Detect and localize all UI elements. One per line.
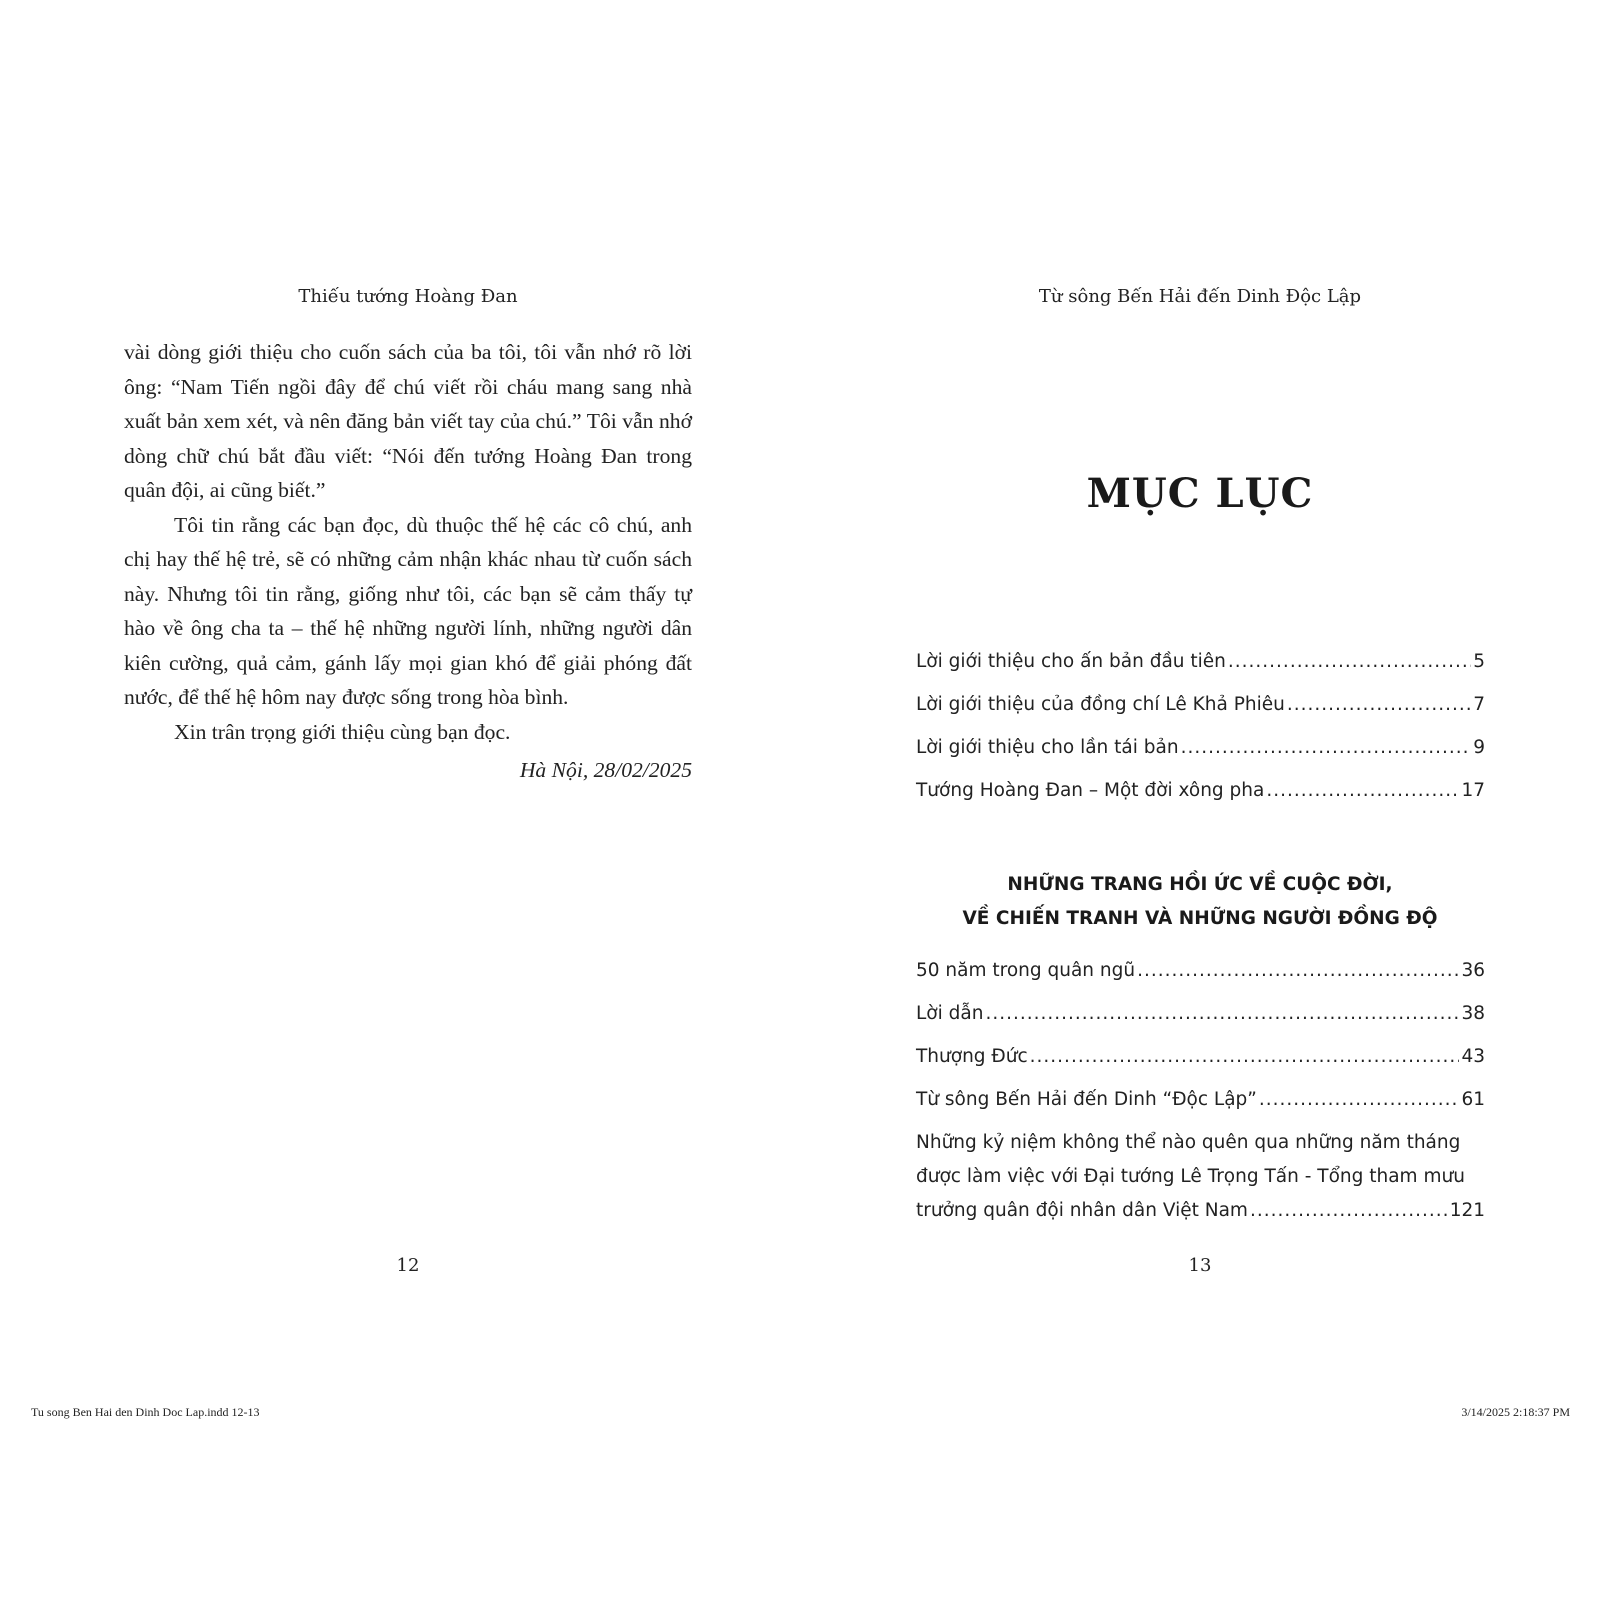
running-head-right: Từ sông Bến Hải đến Dinh Độc Lập — [1038, 286, 1362, 307]
toc-item-page: 5 — [1473, 651, 1485, 672]
toc-leader-dots — [1250, 1194, 1448, 1228]
toc-item-label-line: Những kỷ niệm không thể nào quên qua những năm tháng — [916, 1132, 1461, 1153]
body-text — [124, 335, 692, 788]
toc-item-label: Lời dẫn — [916, 1003, 984, 1024]
toc-item[interactable] — [916, 960, 1485, 1003]
toc-list-front-matter — [916, 651, 1485, 823]
toc-item[interactable] — [916, 780, 1485, 823]
toc-leader-dots — [1266, 780, 1459, 801]
paragraph-3: Xin trân trọng giới thiệu cùng bạn đọc. — [174, 719, 511, 744]
toc-leader-dots — [1228, 651, 1471, 672]
running-head-left: Thiếu tướng Hoàng Đan — [298, 286, 518, 307]
toc-item[interactable] — [916, 737, 1485, 780]
toc-leader-dots — [1137, 960, 1459, 981]
toc-item-last-line — [916, 1194, 1485, 1228]
toc-item-page: 17 — [1461, 780, 1485, 801]
toc-leader-dots — [985, 1003, 1459, 1024]
toc-title: MỤC LỤC — [1086, 470, 1314, 517]
toc-item-label: Từ sông Bến Hải đến Dinh “Độc Lập” — [916, 1089, 1257, 1110]
right-page — [800, 0, 1600, 1600]
toc-item-label-line: trưởng quân đội nhân dân Việt Nam — [916, 1200, 1248, 1221]
section-heading — [800, 868, 1600, 936]
toc-item-page: 121 — [1449, 1200, 1485, 1221]
paragraph-1: vài dòng giới thiệu cho cuốn sách của ba tôi, tôi vẫn nhớ rõ lời ông: “Nam Tiến ngồi đây để chú viết rồi cháu mang sang nhà xuất bản xem xét, và nên đăng bản viết tay của chú.” Tôi vẫn nhớ dòng chữ chú bắt đầu viết: “Nói đến tướng Hoàng Đan trong quân đội, ai cũng biết.” — [124, 340, 692, 502]
toc-item-label: 50 năm trong quân ngũ — [916, 960, 1136, 981]
section-heading-line: NHỮNG TRANG HỒI ỨC VỀ CUỘC ĐỜI, — [1007, 874, 1393, 895]
toc-item[interactable] — [916, 694, 1485, 737]
toc-item-page: 9 — [1473, 737, 1485, 758]
toc-leader-dots — [1030, 1046, 1460, 1067]
signature: Hà Nội, 28/02/2025 — [519, 758, 692, 782]
toc-item-page: 61 — [1461, 1089, 1485, 1110]
toc-item-page: 38 — [1461, 1003, 1485, 1024]
slug-filename: Tu song Ben Hai den Dinh Doc Lap.indd 12-13 — [31, 1405, 260, 1419]
toc-item-label: Thượng Đức — [916, 1046, 1028, 1067]
toc-item-label: Lời giới thiệu của đồng chí Lê Khả Phiêu — [916, 694, 1285, 715]
toc-item-multiline[interactable] — [916, 1126, 1485, 1228]
toc-item[interactable] — [916, 651, 1485, 694]
toc-item-page: 36 — [1461, 960, 1485, 981]
toc-item[interactable] — [916, 1046, 1485, 1089]
toc-leader-dots — [1287, 694, 1471, 715]
slug-timestamp: 3/14/2025 2:18:37 PM — [1461, 1405, 1570, 1419]
toc-item-label-line: được làm việc với Đại tướng Lê Trọng Tấn - Tổng tham mưu — [916, 1166, 1465, 1187]
toc-leader-dots — [1181, 737, 1472, 758]
toc-item-page: 7 — [1473, 694, 1485, 715]
toc-item-label: Lời giới thiệu cho ấn bản đầu tiên — [916, 651, 1226, 672]
toc-item[interactable] — [916, 1003, 1485, 1046]
toc-list-memoirs — [916, 960, 1485, 1228]
page-number-left: 12 — [396, 1255, 420, 1276]
toc-leader-dots — [1259, 1089, 1460, 1110]
toc-item-label: Tướng Hoàng Đan – Một đời xông pha — [916, 780, 1265, 801]
paragraph-2: Tôi tin rằng các bạn đọc, dù thuộc thế hệ các cô chú, anh chị hay thế hệ trẻ, sẽ có những cảm nhận khác nhau từ cuốn sách này. Nhưng tôi tin rằng, giống như tôi, các bạn sẽ cảm thấy tự hào về ông cha ta – thế hệ những người lính, những người dân kiên cường, quả cảm, gánh lấy mọi gian khó để giải phóng đất nước, để thế hệ hôm nay được sống trong hòa bình. — [124, 512, 692, 709]
toc-item-page: 43 — [1461, 1046, 1485, 1067]
section-heading-line: VỀ CHIẾN TRANH VÀ NHỮNG NGƯỜI ĐỒNG ĐỘ — [962, 908, 1438, 929]
toc-item-label: Lời giới thiệu cho lần tái bản — [916, 737, 1179, 758]
page-number-right: 13 — [1188, 1255, 1212, 1276]
